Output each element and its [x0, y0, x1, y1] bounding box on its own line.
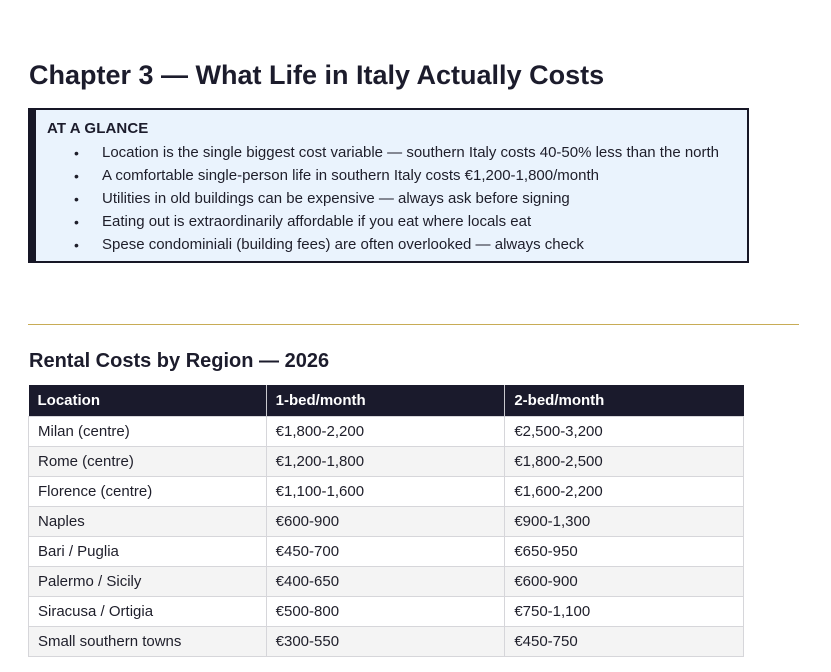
cell-1-bed: €600-900 — [266, 506, 505, 536]
cell-1-bed: €400-650 — [266, 566, 505, 596]
cell-2-bed: €1,600-2,200 — [505, 476, 744, 506]
cell-1-bed: €1,100-1,600 — [266, 476, 505, 506]
cell-1-bed: €450-700 — [266, 536, 505, 566]
column-header-1-bed: 1-bed/month — [266, 385, 505, 416]
table-row — [29, 506, 744, 536]
bullet-icon: • — [74, 191, 79, 207]
glance-item-text: A comfortable single-person life in southern Italy costs €1,200-1,800/month — [102, 167, 599, 184]
cell-2-bed: €900-1,300 — [505, 506, 744, 536]
cell-location: Rome (centre) — [29, 446, 267, 476]
cell-2-bed: €450-750 — [505, 626, 744, 656]
glance-item-text: Eating out is extraordinarily affordable if you eat where locals eat — [102, 213, 532, 230]
glance-item-text: Location is the single biggest cost variable — southern Italy costs 40-50% less than the north — [102, 144, 720, 161]
cell-location: Palermo / Sicily — [29, 566, 267, 596]
cell-location: Milan (centre) — [29, 416, 267, 446]
cell-2-bed: €650-950 — [505, 536, 744, 566]
table-row — [29, 566, 744, 596]
bullet-icon: • — [74, 168, 79, 184]
bullet-icon: • — [74, 237, 79, 253]
table-row — [29, 596, 744, 626]
column-header-location: Location — [29, 385, 267, 416]
column-header-2-bed: 2-bed/month — [505, 385, 744, 416]
cell-2-bed: €1,800-2,500 — [505, 446, 744, 476]
cell-1-bed: €500-800 — [266, 596, 505, 626]
table-row — [29, 416, 744, 446]
glance-item — [36, 235, 719, 258]
cell-location: Naples — [29, 506, 267, 536]
table-row — [29, 536, 744, 566]
bullet-icon: • — [74, 214, 79, 230]
cell-location: Florence (centre) — [29, 476, 267, 506]
cell-1-bed: €300-550 — [266, 626, 505, 656]
table-row — [29, 476, 744, 506]
glance-item — [36, 189, 719, 212]
table-header-row — [29, 385, 744, 416]
glance-item-text: Utilities in old buildings can be expensive — always ask before signing — [102, 190, 570, 207]
at-a-glance-box — [28, 108, 749, 263]
cell-location: Bari / Puglia — [29, 536, 267, 566]
glance-item — [36, 212, 719, 235]
glance-item-text: Spese condominiali (building fees) are often overlooked — always check — [102, 236, 584, 253]
at-a-glance-heading: AT A GLANCE — [47, 120, 149, 137]
table-row — [29, 626, 744, 656]
section-divider — [28, 324, 799, 325]
at-a-glance-list — [36, 143, 719, 258]
cell-1-bed: €1,200-1,800 — [266, 446, 505, 476]
rental-costs-table — [28, 385, 744, 657]
glance-item — [36, 143, 719, 166]
chapter-title: Chapter 3 — What Life in Italy Actually Costs — [29, 60, 605, 90]
cell-2-bed: €600-900 — [505, 566, 744, 596]
cell-location: Siracusa / Ortigia — [29, 596, 267, 626]
table-row — [29, 446, 744, 476]
glance-item — [36, 166, 719, 189]
cell-2-bed: €750-1,100 — [505, 596, 744, 626]
cell-location: Small southern towns — [29, 626, 267, 656]
bullet-icon: • — [74, 145, 79, 161]
rental-section-title: Rental Costs by Region — 2026 — [29, 350, 330, 372]
cell-2-bed: €2,500-3,200 — [505, 416, 744, 446]
cell-1-bed: €1,800-2,200 — [266, 416, 505, 446]
